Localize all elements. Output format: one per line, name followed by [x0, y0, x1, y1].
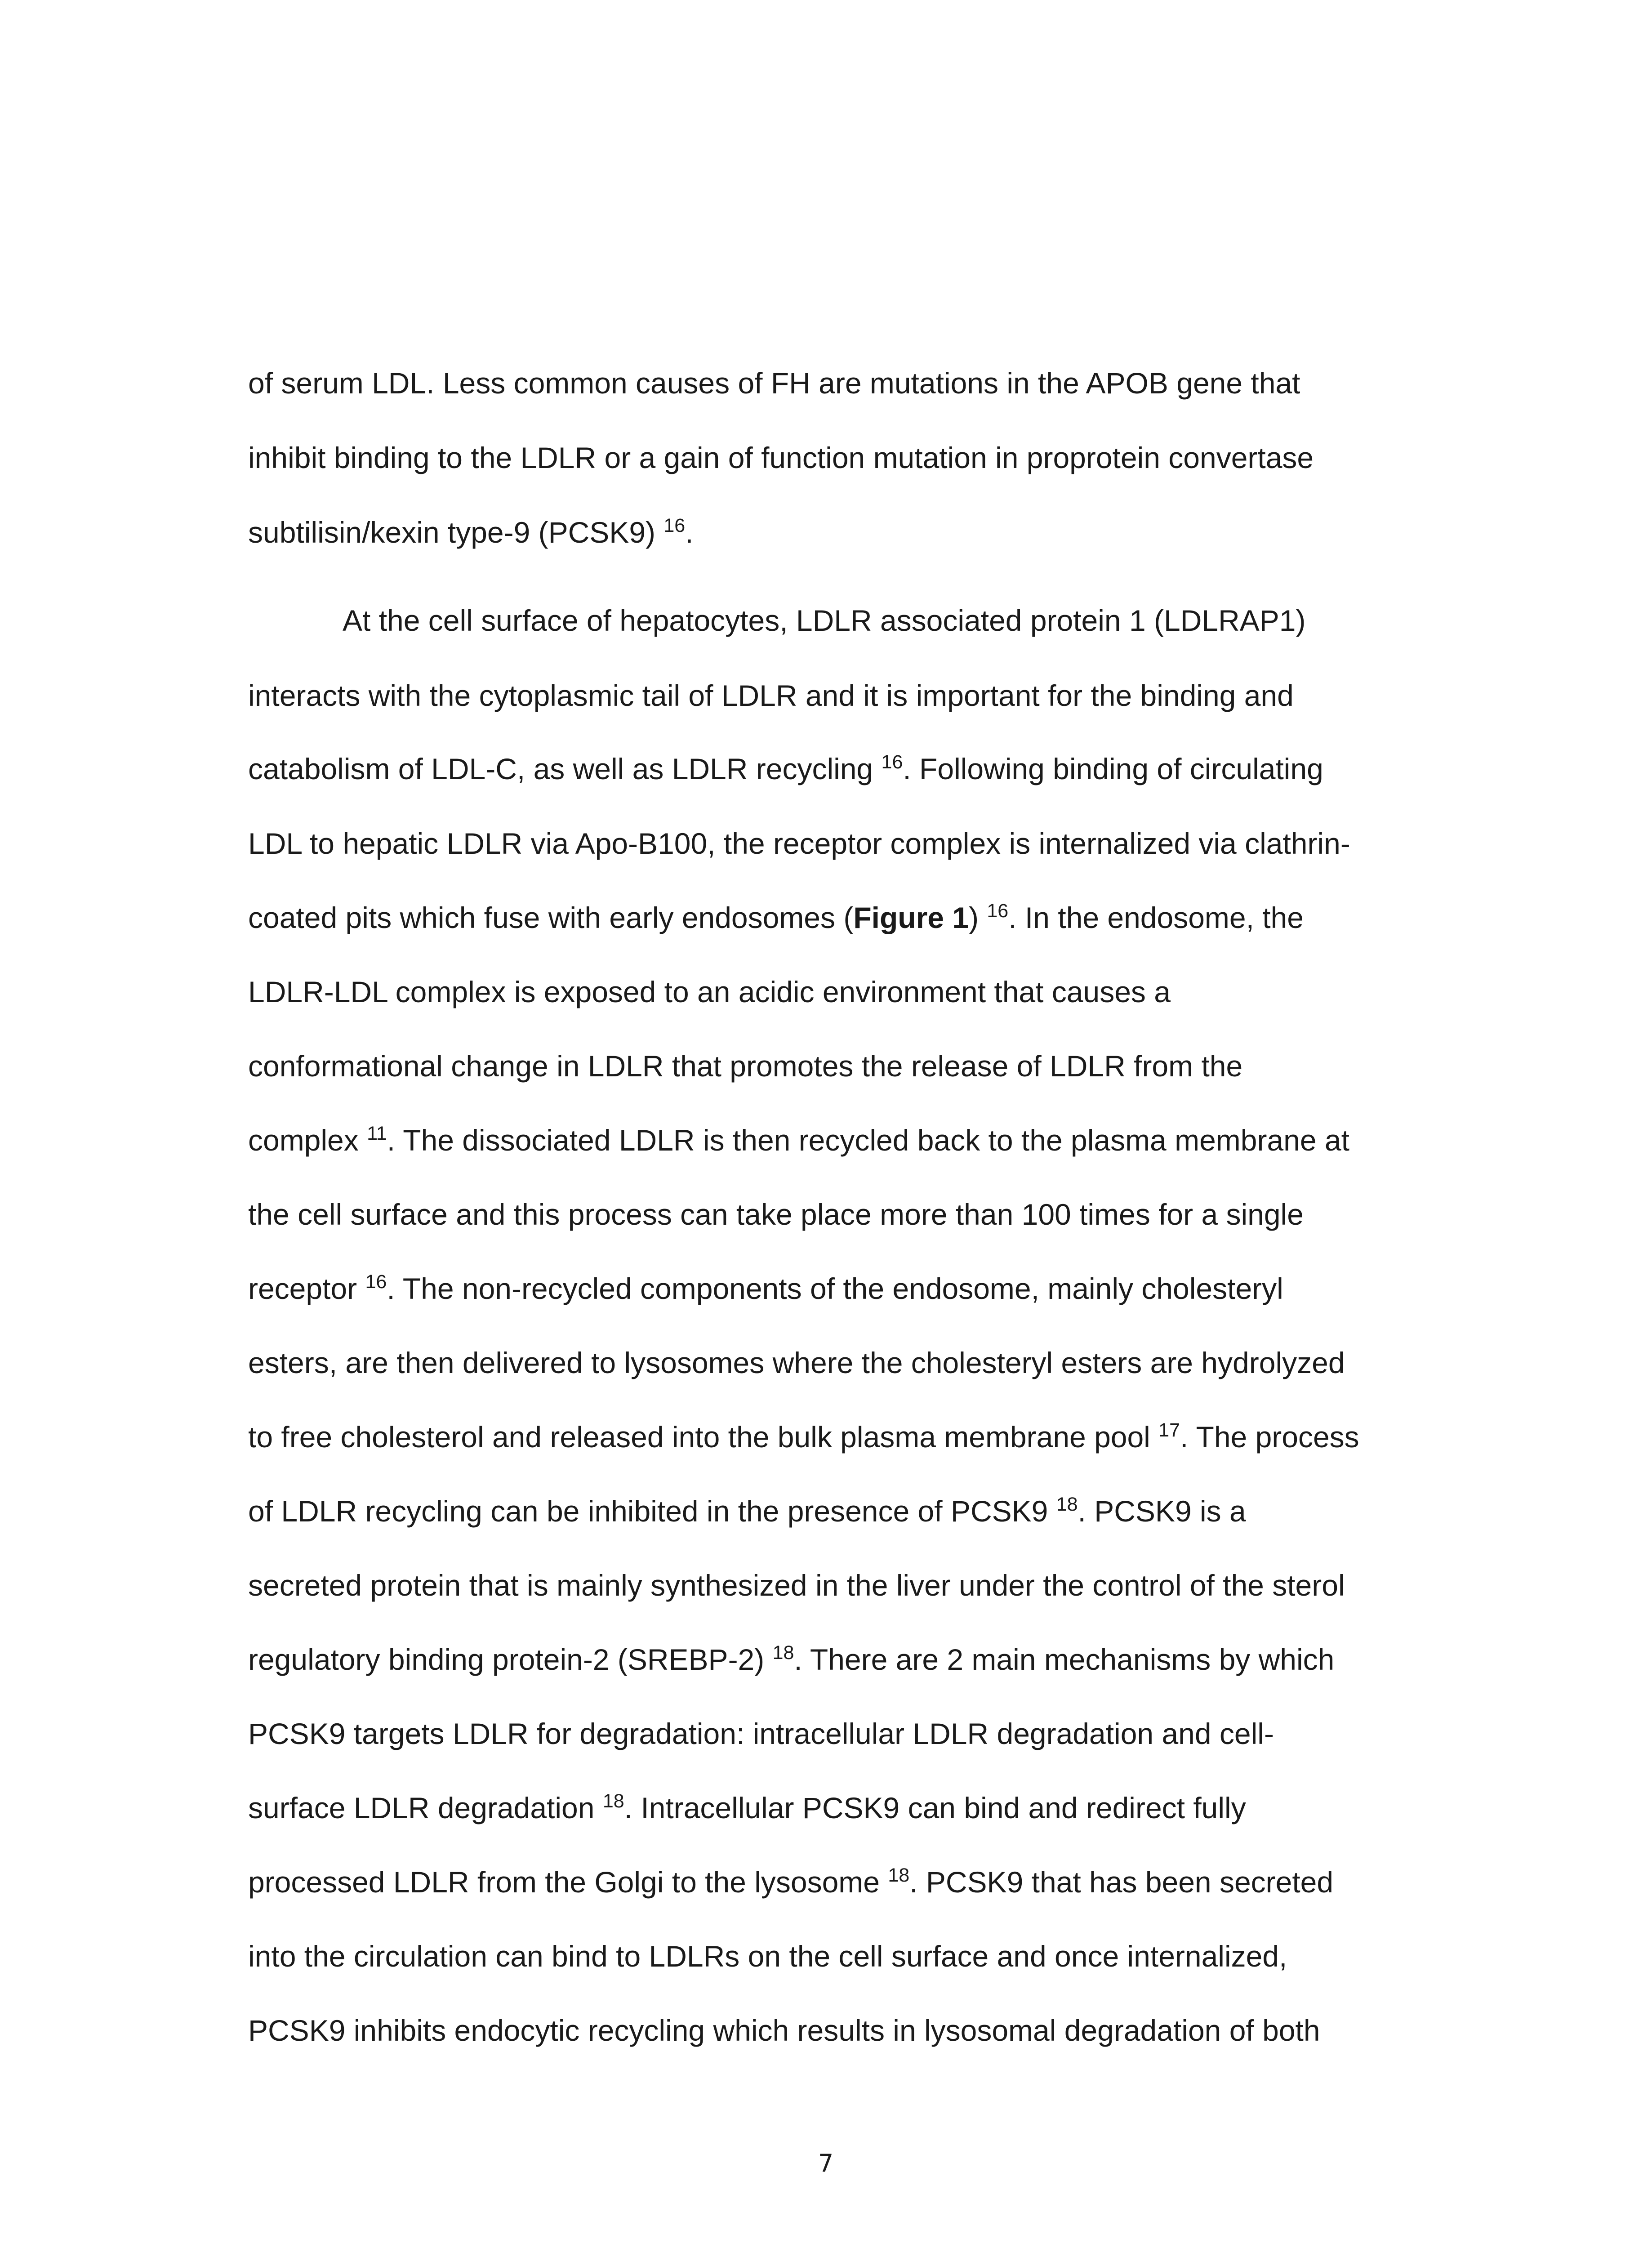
text-line: catabolism of LDL-C, as well as LDLR recycling $^{16}$. Following binding of circulating [248, 751, 1323, 785]
citation-ref: 16 [881, 751, 903, 773]
text-line: interacts with the cytoplasmic tail of LDLR and it is important for the binding and [248, 679, 1294, 712]
text-line: inhibit binding to the LDLR or a gain of function mutation in proprotein convertase [248, 441, 1314, 474]
text-line: surface LDLR degradation $^{18}$. Intracellular PCSK9 can bind and redirect fully [248, 1790, 1246, 1824]
text-line: secreted protein that is mainly synthesized in the liver under the control of the sterol [248, 1569, 1345, 1602]
text-line: receptor $^{16}$. The non-recycled components of the endosome, mainly cholesteryl [248, 1271, 1283, 1305]
text-line: into the circulation can bind to LDLRs on the cell surface and once internalized, [248, 1940, 1287, 1973]
citation-ref: 18 [1056, 1494, 1078, 1515]
text-line: processed LDLR from the Golgi to the lysosome $^{18}$. PCSK9 that has been secreted [248, 1864, 1334, 1899]
text-line: subtilisin/kexin type-9 (PCSK9) $^{16}$. [248, 515, 694, 549]
text-line: At the cell surface of hepatocytes, LDLR associated protein 1 (LDLRAP1) [343, 604, 1306, 637]
citation-ref: 17 [1158, 1419, 1180, 1441]
text-line: coated pits which fuse with early endosomes (Figure 1) $^{16}$. In the endosome, the [248, 900, 1304, 934]
citation-ref: 18 [602, 1790, 624, 1812]
text-line: esters, are then delivered to lysosomes where the cholesteryl esters are hydrolyzed [248, 1346, 1345, 1379]
text-line: complex $^{11}$. The dissociated LDLR is then recycled back to the plasma membrane at [248, 1123, 1349, 1157]
citation-ref: 16 [365, 1271, 387, 1293]
text-line: LDL to hepatic LDLR via Apo-B100, the receptor complex is internalized via clathrin- [248, 827, 1350, 860]
text-line: LDLR-LDL complex is exposed to an acidic environment that causes a [248, 975, 1171, 1008]
text-line: regulatory binding protein-2 (SREBP-2) $^{18}$. There are 2 main mechanisms by which [248, 1642, 1335, 1676]
page-number: 7 [818, 2149, 834, 2177]
text-line: conformational change in LDLR that promotes the release of LDLR from the [248, 1049, 1243, 1083]
citation-ref: 18 [772, 1642, 794, 1664]
citation-ref: 18 [888, 1864, 910, 1886]
text-line: PCSK9 inhibits endocytic recycling which results in lysosomal degradation of both [248, 2014, 1320, 2047]
text-line: PCSK9 targets LDLR for degradation: intracellular LDLR degradation and cell- [248, 1717, 1274, 1750]
text-line: the cell surface and this process can take place more than 100 times for a single [248, 1198, 1304, 1231]
figure-reference: Figure 1 [853, 901, 969, 934]
citation-ref: 16 [987, 900, 1009, 922]
citation-ref: 16 [663, 515, 686, 536]
text-line: of serum LDL. Less common causes of FH are mutations in the APOB gene that [248, 366, 1300, 400]
text-line: to free cholesterol and released into the bulk plasma membrane pool $^{17}$. The process [248, 1419, 1359, 1454]
text-line: of LDLR recycling can be inhibited in the presence of PCSK9 $^{18}$. PCSK9 is a [248, 1494, 1246, 1528]
citation-ref: 11 [367, 1123, 387, 1144]
